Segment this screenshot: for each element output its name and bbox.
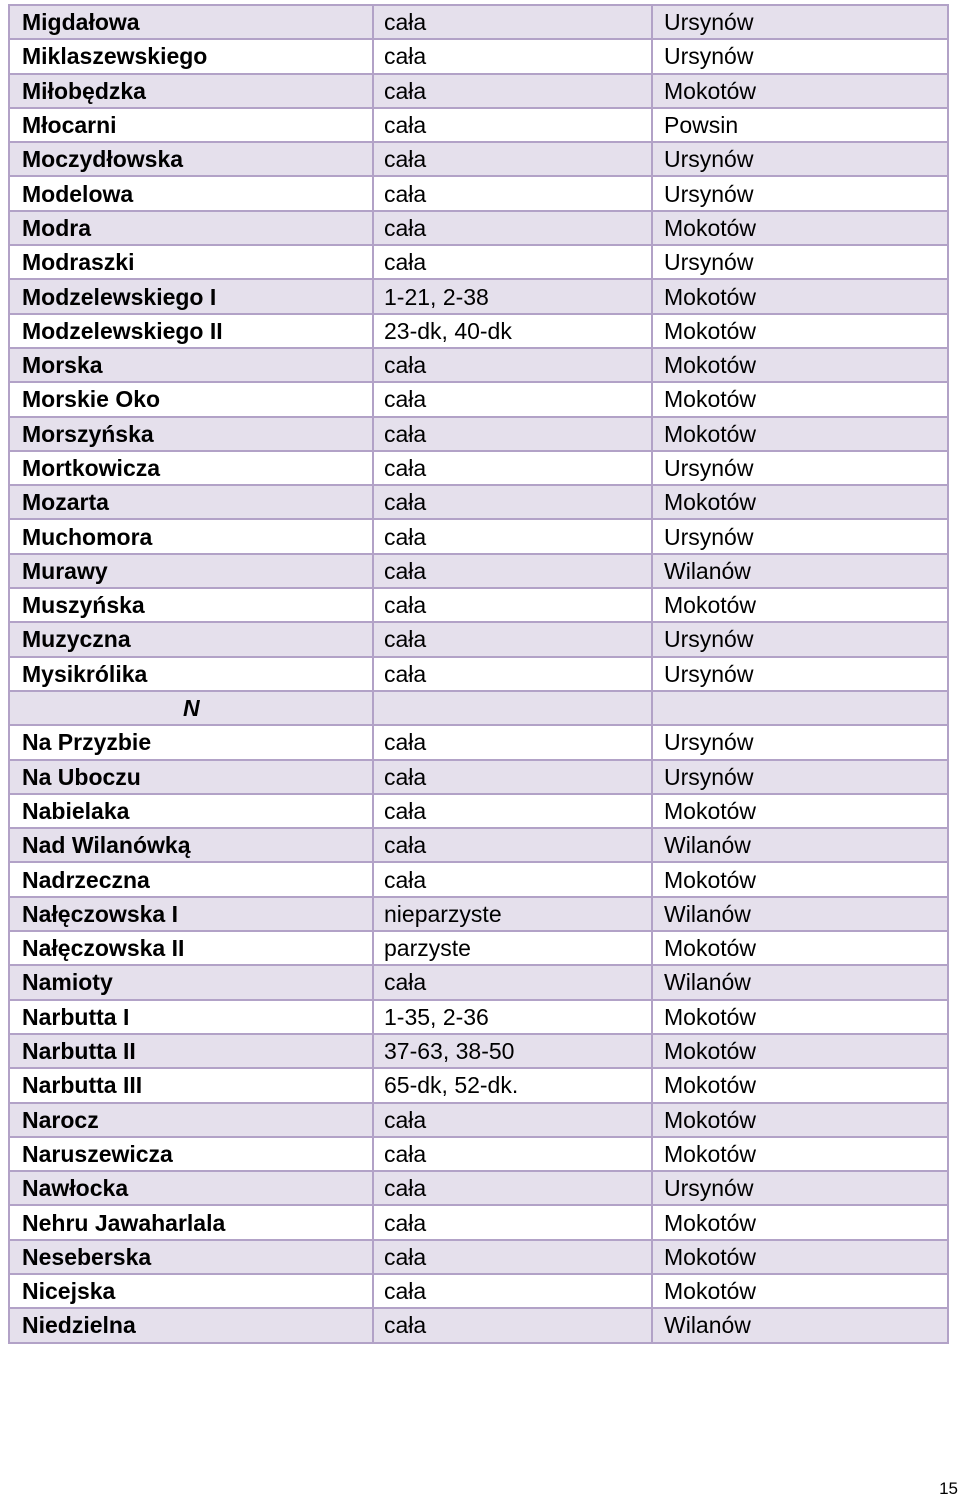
address-range-cell: cała — [373, 519, 652, 553]
district-cell: Mokotów — [652, 348, 948, 382]
table-row — [9, 314, 948, 348]
district-cell: Ursynów — [652, 760, 948, 794]
address-range-cell: cała — [373, 1308, 652, 1342]
table-row — [9, 211, 948, 245]
address-range-cell: cała — [373, 176, 652, 210]
street-name-cell: Narbutta III — [9, 1068, 373, 1102]
address-range-cell: cała — [373, 794, 652, 828]
address-range-cell: cała — [373, 1274, 652, 1308]
table-row — [9, 725, 948, 759]
address-range-cell: 1-21, 2-38 — [373, 279, 652, 313]
street-name-cell: Neseberska — [9, 1240, 373, 1274]
street-name-cell: Morszyńska — [9, 417, 373, 451]
table-row — [9, 897, 948, 931]
street-name-cell: Moczydłowska — [9, 142, 373, 176]
address-range-cell: cała — [373, 760, 652, 794]
street-name-cell: Młocarni — [9, 108, 373, 142]
district-cell: Mokotów — [652, 1000, 948, 1034]
district-cell: Ursynów — [652, 725, 948, 759]
address-range-cell: cała — [373, 1205, 652, 1239]
page-number: 15 — [939, 1479, 958, 1498]
street-name-cell: Nad Wilanówką — [9, 828, 373, 862]
street-name-cell: Morskie Oko — [9, 382, 373, 416]
street-name-cell: Mysikrólika — [9, 657, 373, 691]
street-name-cell: Miłobędzka — [9, 74, 373, 108]
street-name-cell: Mortkowicza — [9, 451, 373, 485]
district-cell: Ursynów — [652, 5, 948, 39]
district-cell: Mokotów — [652, 1068, 948, 1102]
table-body — [9, 5, 948, 1343]
address-range-cell: 1-35, 2-36 — [373, 1000, 652, 1034]
street-name-cell: Muzyczna — [9, 622, 373, 656]
street-name-cell: Niedzielna — [9, 1308, 373, 1342]
district-cell: Mokotów — [652, 931, 948, 965]
district-cell: Wilanów — [652, 554, 948, 588]
address-range-cell: 37-63, 38-50 — [373, 1034, 652, 1068]
district-cell: Mokotów — [652, 1103, 948, 1137]
street-name-cell: Miklaszewskiego — [9, 39, 373, 73]
address-range-cell: cała — [373, 1137, 652, 1171]
street-name-cell: Nałęczowska I — [9, 897, 373, 931]
table-row — [9, 554, 948, 588]
table-row — [9, 1034, 948, 1068]
address-range-cell: cała — [373, 142, 652, 176]
district-cell: Ursynów — [652, 657, 948, 691]
address-range-cell: cała — [373, 622, 652, 656]
address-range-cell: cała — [373, 485, 652, 519]
table-row — [9, 417, 948, 451]
address-range-cell: cała — [373, 451, 652, 485]
street-name-cell: Na Przyzbie — [9, 725, 373, 759]
street-name-cell: Muszyńska — [9, 588, 373, 622]
street-name-cell: Narbutta I — [9, 1000, 373, 1034]
table-row — [9, 451, 948, 485]
district-cell: Mokotów — [652, 314, 948, 348]
table-row — [9, 348, 948, 382]
street-name-cell: Nadrzeczna — [9, 862, 373, 896]
district-cell: Mokotów — [652, 279, 948, 313]
street-district-table — [8, 4, 949, 1344]
address-range-cell: cała — [373, 862, 652, 896]
street-name-cell: Narbutta II — [9, 1034, 373, 1068]
address-range-cell: cała — [373, 1171, 652, 1205]
district-cell: Mokotów — [652, 382, 948, 416]
district-cell: Mokotów — [652, 588, 948, 622]
table-row — [9, 965, 948, 999]
district-cell: Wilanów — [652, 828, 948, 862]
district-cell: Ursynów — [652, 451, 948, 485]
table-row — [9, 485, 948, 519]
address-range-cell: cała — [373, 108, 652, 142]
street-name-cell: Modzelewskiego II — [9, 314, 373, 348]
table-row — [9, 74, 948, 108]
address-range-cell: cała — [373, 417, 652, 451]
street-name-cell: Nałęczowska II — [9, 931, 373, 965]
district-cell: Ursynów — [652, 1171, 948, 1205]
street-name-cell: Migdałowa — [9, 5, 373, 39]
table-row — [9, 794, 948, 828]
table-row — [9, 5, 948, 39]
empty-cell — [373, 691, 652, 725]
address-range-cell: cała — [373, 245, 652, 279]
district-cell: Powsin — [652, 108, 948, 142]
district-cell: Ursynów — [652, 176, 948, 210]
district-cell: Wilanów — [652, 1308, 948, 1342]
district-cell: Mokotów — [652, 1240, 948, 1274]
table-row — [9, 382, 948, 416]
section-letter: N — [9, 691, 373, 725]
address-range-cell: cała — [373, 965, 652, 999]
table-row — [9, 245, 948, 279]
table-row — [9, 931, 948, 965]
address-range-cell: cała — [373, 348, 652, 382]
district-cell: Wilanów — [652, 965, 948, 999]
table-row — [9, 1171, 948, 1205]
address-range-cell: 23-dk, 40-dk — [373, 314, 652, 348]
street-name-cell: Nicejska — [9, 1274, 373, 1308]
address-range-cell: cała — [373, 588, 652, 622]
table-row — [9, 279, 948, 313]
address-range-cell: cała — [373, 382, 652, 416]
street-name-cell: Murawy — [9, 554, 373, 588]
table-row — [9, 1308, 948, 1342]
district-cell: Mokotów — [652, 417, 948, 451]
street-name-cell: Nabielaka — [9, 794, 373, 828]
street-name-cell: Namioty — [9, 965, 373, 999]
street-name-cell: Modelowa — [9, 176, 373, 210]
table-row — [9, 862, 948, 896]
table-row — [9, 588, 948, 622]
address-range-cell: cała — [373, 554, 652, 588]
district-cell: Mokotów — [652, 862, 948, 896]
empty-cell — [652, 691, 948, 725]
address-range-cell: cała — [373, 1103, 652, 1137]
district-cell: Mokotów — [652, 74, 948, 108]
street-name-cell: Modzelewskiego I — [9, 279, 373, 313]
address-range-cell: cała — [373, 39, 652, 73]
district-cell: Ursynów — [652, 245, 948, 279]
street-name-cell: Morska — [9, 348, 373, 382]
table-row — [9, 1240, 948, 1274]
address-range-cell: cała — [373, 211, 652, 245]
table-row — [9, 142, 948, 176]
table-row — [9, 176, 948, 210]
street-name-cell: Narocz — [9, 1103, 373, 1137]
table-row — [9, 657, 948, 691]
table-row — [9, 622, 948, 656]
address-range-cell: cała — [373, 1240, 652, 1274]
table-row — [9, 1103, 948, 1137]
table-row — [9, 828, 948, 862]
street-name-cell: Na Uboczu — [9, 760, 373, 794]
street-name-cell: Muchomora — [9, 519, 373, 553]
district-cell: Mokotów — [652, 1274, 948, 1308]
street-name-cell: Mozarta — [9, 485, 373, 519]
table-row — [9, 760, 948, 794]
district-cell: Mokotów — [652, 1137, 948, 1171]
table-row — [9, 1205, 948, 1239]
table-row — [9, 519, 948, 553]
table-row — [9, 39, 948, 73]
address-range-cell: cała — [373, 828, 652, 862]
section-header-row — [9, 691, 948, 725]
street-name-cell: Nehru Jawaharlala — [9, 1205, 373, 1239]
street-name-cell: Naruszewicza — [9, 1137, 373, 1171]
district-cell: Ursynów — [652, 39, 948, 73]
table-row — [9, 108, 948, 142]
table-row — [9, 1068, 948, 1102]
district-cell: Mokotów — [652, 794, 948, 828]
table-row — [9, 1274, 948, 1308]
street-name-cell: Nawłocka — [9, 1171, 373, 1205]
district-cell: Ursynów — [652, 142, 948, 176]
address-range-cell: cała — [373, 74, 652, 108]
district-cell: Ursynów — [652, 519, 948, 553]
address-range-cell: cała — [373, 725, 652, 759]
district-cell: Mokotów — [652, 485, 948, 519]
district-cell: Mokotów — [652, 1205, 948, 1239]
street-name-cell: Modraszki — [9, 245, 373, 279]
district-cell: Wilanów — [652, 897, 948, 931]
address-range-cell: cała — [373, 5, 652, 39]
address-range-cell: cała — [373, 657, 652, 691]
street-name-cell: Modra — [9, 211, 373, 245]
address-range-cell: nieparzyste — [373, 897, 652, 931]
address-range-cell: 65-dk, 52-dk. — [373, 1068, 652, 1102]
table-row — [9, 1137, 948, 1171]
district-cell: Ursynów — [652, 622, 948, 656]
district-cell: Mokotów — [652, 211, 948, 245]
district-cell: Mokotów — [652, 1034, 948, 1068]
table-row — [9, 1000, 948, 1034]
address-range-cell: parzyste — [373, 931, 652, 965]
